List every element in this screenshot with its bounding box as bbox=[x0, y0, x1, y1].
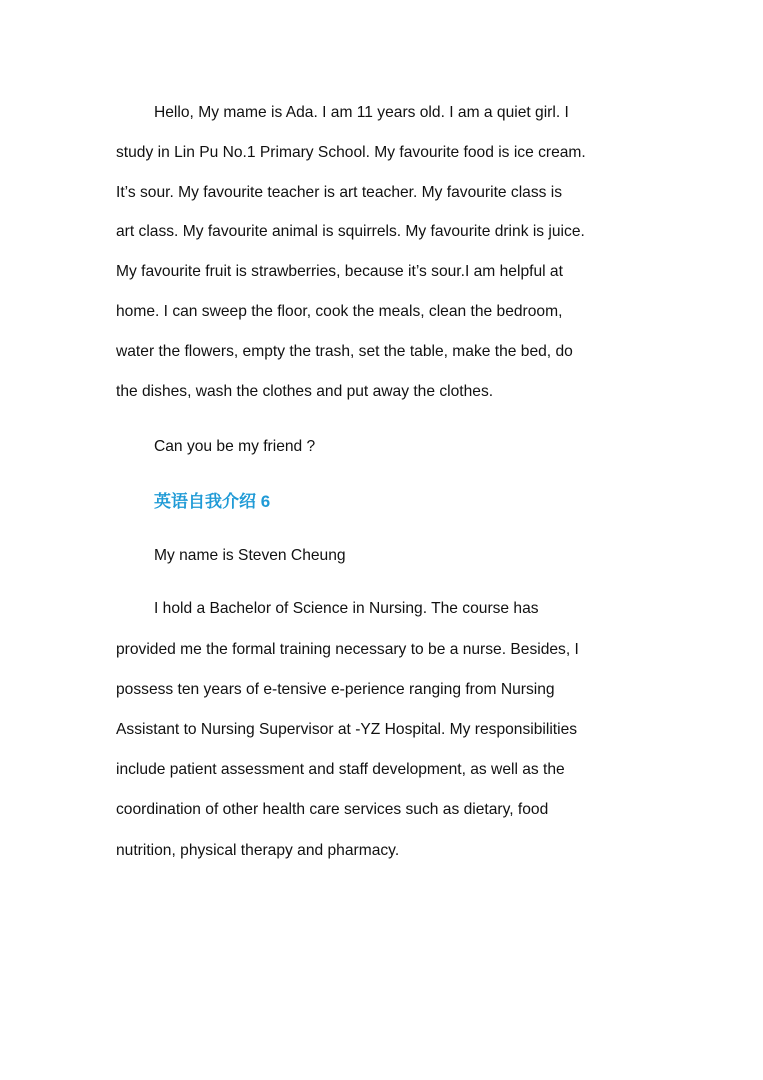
text-line: water the flowers, empty the trash, set the table, make the bed, do bbox=[116, 343, 573, 360]
text-line: nutrition, physical therapy and pharmacy. bbox=[116, 842, 400, 859]
text-line: coordination of other health care services such as dietary, food bbox=[116, 801, 549, 818]
text-line: home. I can sweep the floor, cook the meals, clean the bedroom, bbox=[116, 303, 563, 320]
paragraph-friend-question: Can you be my friend ? bbox=[154, 438, 316, 455]
text-line: study in Lin Pu No.1 Primary School. My favourite food is ice cream. bbox=[116, 144, 586, 161]
text-line: Assistant to Nursing Supervisor at -YZ Hospital. My responsibilities bbox=[116, 721, 578, 738]
paragraph-name: My name is Steven Cheung bbox=[154, 547, 346, 564]
text-line: art class. My favourite animal is squirrels. My favourite drink is juice. bbox=[116, 223, 585, 240]
text-line: the dishes, wash the clothes and put away the clothes. bbox=[116, 383, 494, 400]
text-line: include patient assessment and staff development, as well as the bbox=[116, 761, 565, 778]
text-line: possess ten years of e-tensive e-perience ranging from Nursing bbox=[116, 681, 555, 698]
text-line: It’s sour. My favourite teacher is art teacher. My favourite class is bbox=[116, 184, 563, 201]
section-heading: 英语自我介绍 6 bbox=[154, 492, 271, 511]
text-line: My favourite fruit is strawberries, because it’s sour.I am helpful at bbox=[116, 263, 563, 280]
text-line: provided me the formal training necessary to be a nurse. Besides, I bbox=[116, 641, 579, 658]
text-line: Hello, My mame is Ada. I am 11 years old. I am a quiet girl. I bbox=[154, 104, 569, 121]
text-line: I hold a Bachelor of Science in Nursing. The course has bbox=[154, 600, 539, 617]
